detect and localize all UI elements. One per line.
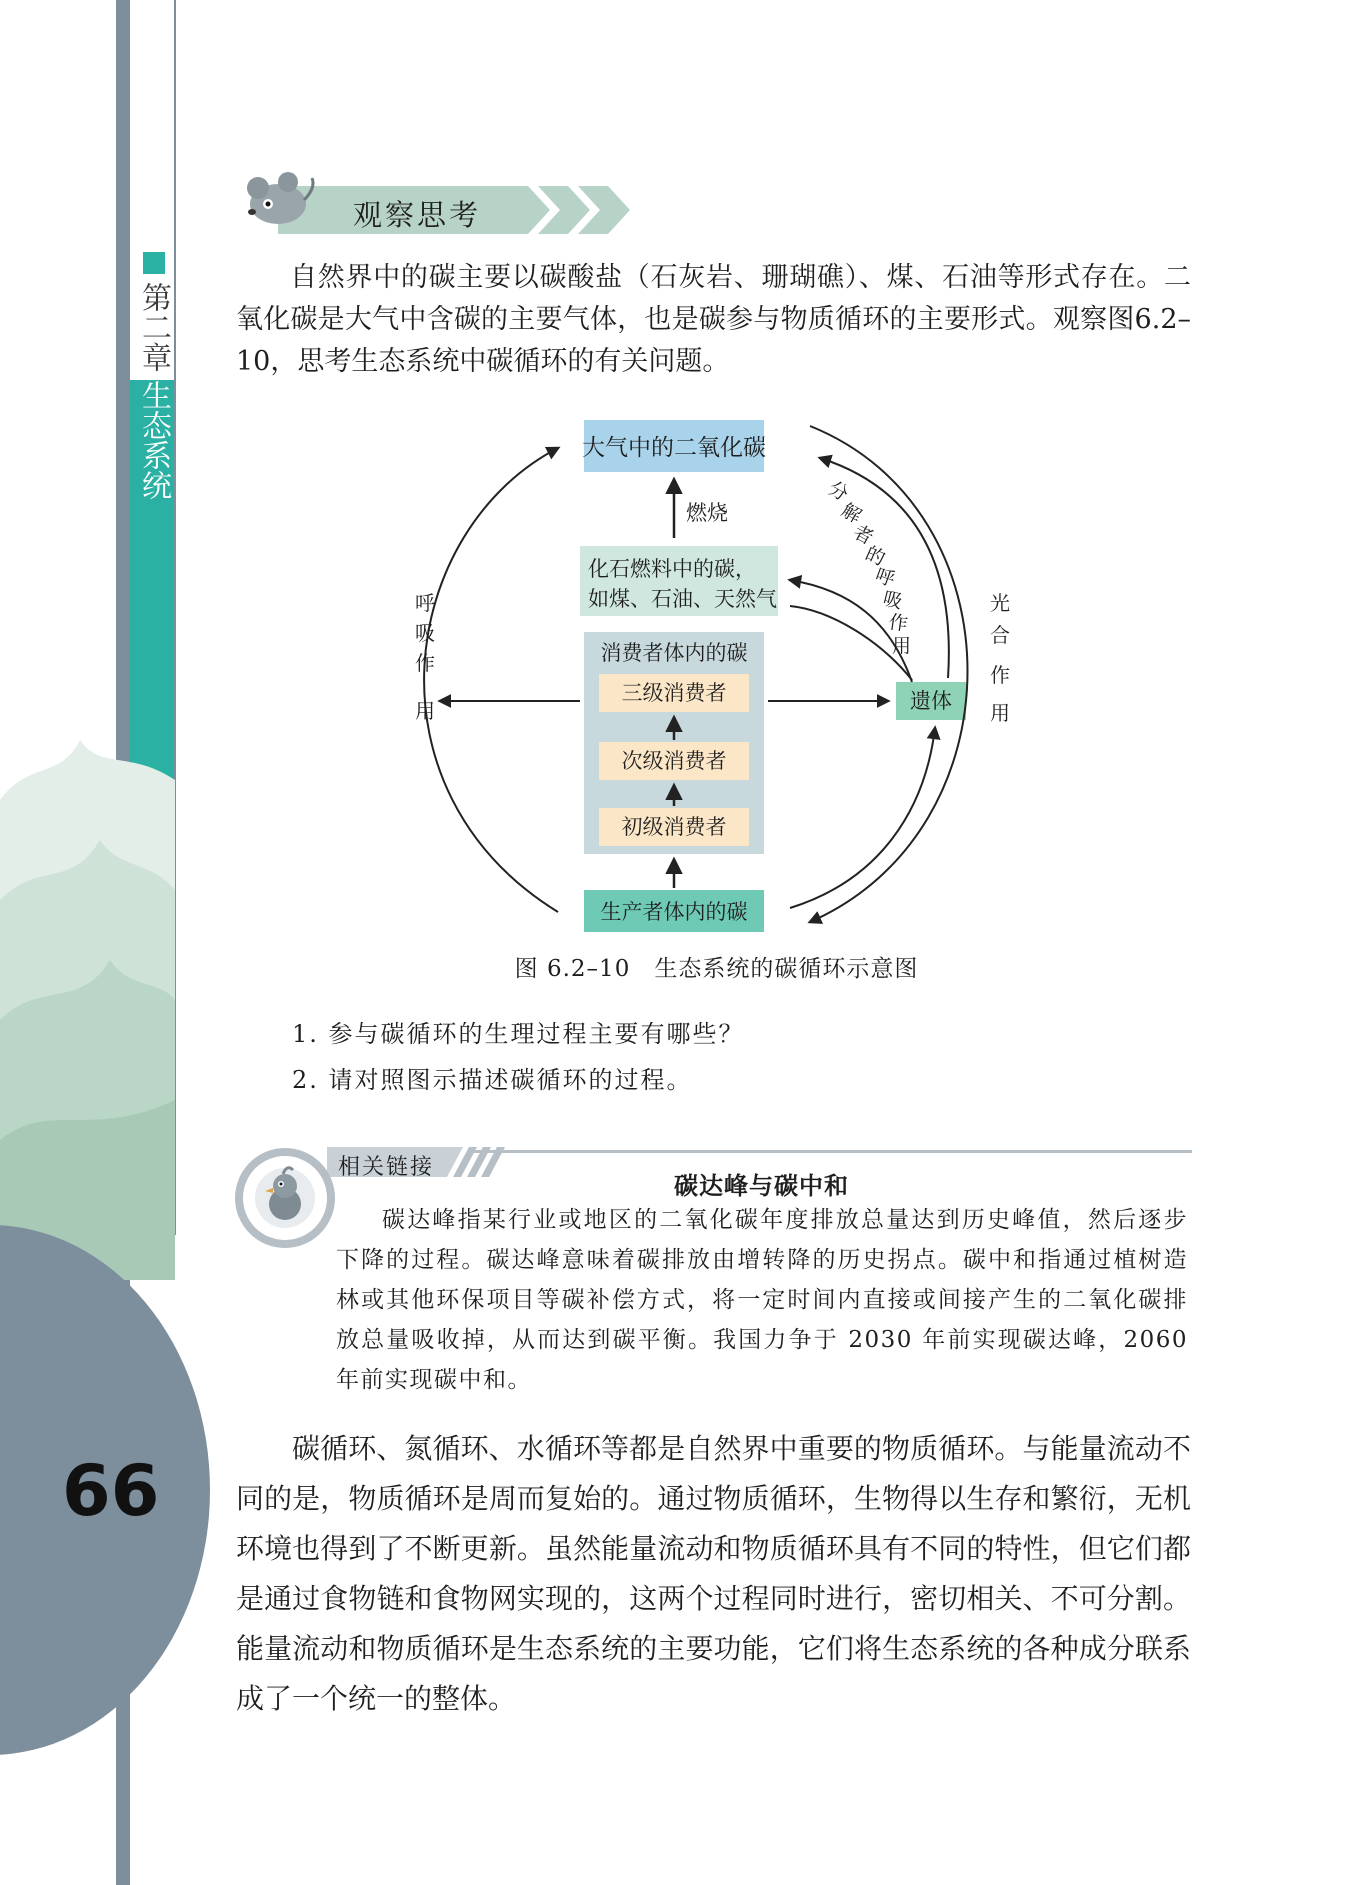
closing-paragraph: 碳循环、氮循环、水循环等都是自然界中重要的物质循环。与能量流动不同的是，物质循环是周而复始的。通过物质循环，生物得以生存和繁衍，无机环境也得到了不断更新。虽然能量流动和物质循环具有不同的特性，但它们都是通过食物链和食物网实现的，这两个过程同时进行，密切相关、不可分割。能量流动和物质循环是生态系统的主要功能，它们将生态系统的各种成分联系成了一个统一的整体。: [236, 1432, 1191, 1715]
photosynthesis-label: [990, 591, 1010, 725]
chapter-tab: [136, 282, 170, 500]
atmosphere-label: 大气中的二氧化碳: [582, 435, 766, 461]
svg-text:合: 合: [990, 623, 1010, 647]
observe-title: 观察思考: [353, 198, 482, 232]
page-number: 66: [62, 1450, 160, 1532]
tertiary-consumer-label: 三级消费者: [621, 681, 727, 705]
producer-label: 生产者体内的碳: [600, 900, 748, 924]
figure-caption: 图 6.2–10 生态系统的碳循环示意图: [514, 956, 919, 982]
svg-text:作: 作: [990, 663, 1010, 687]
svg-text:作: 作: [887, 611, 910, 636]
respiration-label: [415, 591, 435, 723]
chapter-number-label: 第二章: [136, 282, 171, 372]
carbon-cycle-diagram: [380, 410, 1040, 940]
svg-text:呼: 呼: [872, 564, 898, 592]
fossil-fuel-line1: 化石燃料中的碳，: [588, 557, 756, 581]
related-link-rule: [470, 1150, 1192, 1153]
producer-respiration-arc: [424, 448, 558, 912]
producer-to-remains-arc: [790, 728, 935, 908]
svg-text:的: 的: [861, 542, 889, 571]
related-link-body: 碳达峰指某行业或地区的二氧化碳年度排放总量达到历史峰值，然后逐步下降的过程。碳达峰意味着碳排放由增转降的历史拐点。碳中和指通过植树造林或其他环保项目等碳补偿方式，将一定时间内直接或间接产生的二氧化碳排放总量吸收掉，从而达到碳平衡。我国力争于 2030 年前实现碳达峰，2060 年前实现碳中和。: [336, 1207, 1188, 1393]
svg-text:者: 者: [849, 520, 877, 550]
related-link-title: 碳达峰与碳中和: [674, 1171, 849, 1200]
chapter-title-label: 生态系统: [136, 380, 171, 500]
svg-text:吸: 吸: [415, 621, 435, 645]
fossil-fuel-line2: 如煤、石油、天然气: [588, 587, 777, 611]
primary-consumer-label: 初级消费者: [621, 815, 727, 839]
svg-text:解: 解: [837, 499, 865, 528]
combustion-label: 燃烧: [686, 501, 728, 525]
intro-paragraph: 自然界中的碳主要以碳酸盐（石灰岩、珊瑚礁）、煤、石油等形式存在。二氧化碳是大气中含碳的主要气体，也是碳参与物质循环的主要形式。观察图6.2–10，思考生态系统中碳循环的有关问题。: [236, 262, 1191, 377]
secondary-consumer-label: 次级消费者: [621, 749, 727, 773]
svg-text:光: 光: [990, 591, 1010, 615]
svg-text:用: 用: [415, 699, 435, 723]
chapter-marker-square: [143, 252, 165, 274]
svg-text:用: 用: [990, 701, 1010, 725]
question-2: 2. 请对照图示描述碳循环的过程。: [292, 1066, 693, 1094]
svg-text:呼: 呼: [415, 591, 435, 615]
svg-text:作: 作: [415, 651, 435, 675]
svg-text:吸: 吸: [880, 587, 905, 614]
svg-text:用: 用: [892, 635, 912, 657]
consumer-header: 消费者体内的碳: [600, 641, 748, 665]
svg-text:分: 分: [824, 477, 852, 506]
related-link-label: 相关链接: [338, 1155, 435, 1180]
remains-label: 遗体: [910, 689, 952, 713]
question-1: 1. 参与碳循环的生理过程主要有哪些？: [292, 1020, 745, 1048]
